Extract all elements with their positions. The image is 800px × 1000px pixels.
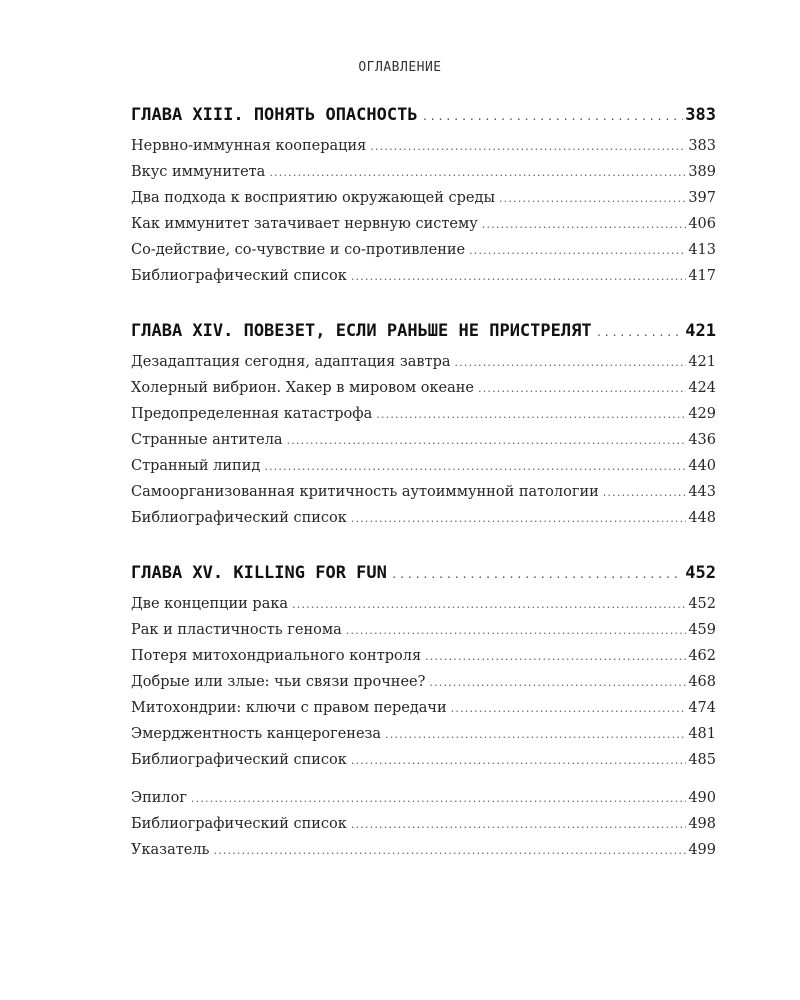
chapter-section [131, 101, 716, 289]
page-number: 490 [688, 790, 716, 806]
entry-title: Дезадаптация сегодня, адаптация завтра [131, 354, 451, 370]
page-number: 424 [688, 380, 716, 396]
dot-leader [455, 350, 687, 376]
toc-entry[interactable] [131, 349, 716, 375]
toc-entry[interactable] [131, 747, 716, 773]
chapter-heading[interactable] [131, 317, 716, 345]
dot-leader [425, 644, 686, 670]
page-number: 443 [688, 484, 716, 500]
entry-title: Библиографический список [131, 816, 347, 832]
entry-title: Самоорганизованная критичность аутоиммунной патологии [131, 484, 599, 500]
entry-title: Вкус иммунитета [131, 164, 266, 180]
dot-leader [287, 428, 687, 454]
entry-title: Указатель [131, 842, 210, 858]
page-number: 448 [688, 510, 716, 526]
toc-entry[interactable] [131, 811, 716, 837]
page-number: 452 [688, 596, 716, 612]
toc-entry[interactable] [131, 617, 716, 643]
page-number: 485 [688, 752, 716, 768]
page-number: 481 [688, 726, 716, 742]
toc-entry[interactable] [131, 401, 716, 427]
toc-entry[interactable] [131, 133, 716, 159]
toc-entry[interactable] [131, 695, 716, 721]
dot-leader [499, 186, 686, 212]
dot-leader [351, 264, 686, 290]
page-number: 459 [688, 622, 716, 638]
entry-title: Добрые или злые: чьи связи прочнее? [131, 674, 426, 690]
dot-leader [346, 618, 687, 644]
page-number: 417 [688, 268, 716, 284]
entry-title: Как иммунитет затачивает нервную систему [131, 216, 478, 232]
toc-entry[interactable] [131, 375, 716, 401]
page-number: 429 [688, 406, 716, 422]
page-number: 421 [685, 321, 716, 341]
toc-entry[interactable] [131, 669, 716, 695]
page-number: 499 [688, 842, 716, 858]
page-number: 397 [688, 190, 716, 206]
dot-leader [351, 748, 686, 774]
entry-title: Со-действие, со-чувствие и со-противление [131, 242, 466, 258]
dot-leader [370, 134, 686, 160]
toc-entry[interactable] [131, 479, 716, 505]
entry-title: Эмерджентность канцерогенеза [131, 726, 382, 742]
dot-leader [429, 670, 686, 696]
entry-title: Холерный вибрион. Хакер в мировом океане [131, 380, 474, 396]
page-number: 383 [688, 138, 716, 154]
chapter-heading[interactable] [131, 559, 716, 587]
dot-leader [478, 376, 686, 402]
page-number: 468 [688, 674, 716, 690]
dot-leader [213, 838, 686, 864]
dot-leader [351, 812, 686, 838]
dot-leader [391, 561, 683, 589]
entry-title: Потеря митохондриального контроля [131, 648, 422, 664]
page-number: 406 [688, 216, 716, 232]
page-number: 498 [688, 816, 716, 832]
dot-leader [269, 160, 686, 186]
page-number: 440 [688, 458, 716, 474]
dot-leader [264, 454, 686, 480]
toc-entry[interactable] [131, 785, 716, 811]
entry-title: Библиографический список [131, 510, 347, 526]
toc-entry[interactable] [131, 211, 716, 237]
chapter-title: ГЛАВА XIII. ПОНЯТЬ ОПАСНОСТЬ [131, 105, 418, 125]
dot-leader [422, 103, 684, 131]
entry-title: Библиографический список [131, 752, 347, 768]
chapter-section [131, 559, 716, 773]
page-number: 421 [688, 354, 716, 370]
dot-leader [482, 212, 687, 238]
page-number: 389 [688, 164, 716, 180]
toc-entry[interactable] [131, 591, 716, 617]
entry-title: Две концепции рака [131, 596, 289, 612]
toc-entry[interactable] [131, 185, 716, 211]
entry-title: Предопределенная катастрофа [131, 406, 373, 422]
entry-title: Странный липид [131, 458, 261, 474]
page-number: 436 [688, 432, 716, 448]
page-number: 474 [688, 700, 716, 716]
toc-entry[interactable] [131, 505, 716, 531]
page-number: 413 [688, 242, 716, 258]
toc-entry[interactable] [131, 427, 716, 453]
toc-entry[interactable] [131, 263, 716, 289]
dot-leader [292, 592, 686, 618]
page-number: 383 [685, 105, 716, 125]
dot-leader [451, 696, 687, 722]
dot-leader [376, 402, 686, 428]
toc-entry[interactable] [131, 643, 716, 669]
toc-entry[interactable] [131, 453, 716, 479]
dot-leader [469, 238, 686, 264]
toc-entry[interactable] [131, 159, 716, 185]
chapter-title: ГЛАВА XV. KILLING FOR FUN [131, 563, 387, 583]
toc-entry[interactable] [131, 237, 716, 263]
chapter-title: ГЛАВА XIV. ПОВЕЗЕТ, ЕСЛИ РАНЬШЕ НЕ ПРИСТРЕЛЯТ [131, 321, 592, 341]
entry-title: Странные антитела [131, 432, 283, 448]
table-of-contents [131, 101, 716, 891]
dot-leader [191, 786, 686, 812]
dot-leader [351, 506, 686, 532]
page-number: 452 [685, 563, 716, 583]
chapter-heading[interactable] [131, 101, 716, 129]
toc-entry[interactable] [131, 721, 716, 747]
entry-title: Два подхода к восприятию окружающей среды [131, 190, 495, 206]
dot-leader [385, 722, 686, 748]
chapter-section [131, 317, 716, 531]
entry-title: Библиографический список [131, 268, 347, 284]
dot-leader [603, 480, 687, 506]
back-matter-section [131, 785, 716, 863]
entry-title: Митохондрии: ключи с правом передачи [131, 700, 447, 716]
page-title: ОГЛАВЛЕНИЕ [358, 60, 442, 75]
toc-entry[interactable] [131, 837, 716, 863]
dot-leader [596, 319, 684, 347]
page-number: 462 [688, 648, 716, 664]
entry-title: Нервно-иммунная кооперация [131, 138, 367, 154]
entry-title: Эпилог [131, 790, 187, 806]
entry-title: Рак и пластичность генома [131, 622, 342, 638]
